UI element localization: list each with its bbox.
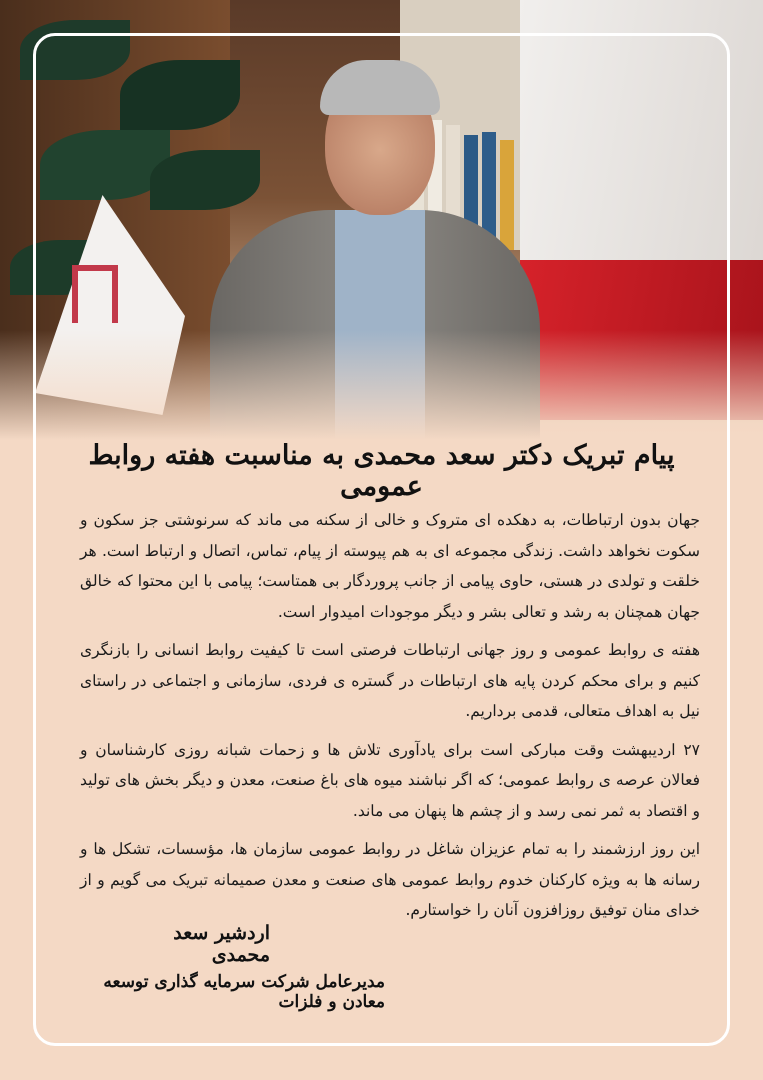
message-paragraph: هفته ی روابط عمومی و روز جهانی ارتباطات فرصتی است تا کیفیت روابط انسانی را بازنگری کنیم و برای محکم کردن پایه های ارتباطات در گستره ی فردی، سازمانی و اجتماعی در راستای نیل به اهداف متعالی، قدمی برداریم. bbox=[80, 641, 700, 720]
message-paragraph: جهان بدون ارتباطات، به دهکده ای متروک و خالی از سکنه می ماند که سرنوشتی جز سکون و سکوت نخواهد داشت. زندگی مجموعه ای به هم پیوسته از پیام، تماس، اتصال و ارتباط است. هر خلقت و تولدی در هستی، حاوی پیامی از جانب پروردگار بی همتاست؛ پیامی با این محتوا که خالق جهان همچنان به رشد و تعالی بشر و دیگر موجودات امیدوار است. bbox=[80, 511, 700, 621]
signatory-name: اردشیر سعد محمدی bbox=[173, 922, 270, 966]
message-paragraph: ۲۷ اردیبهشت وقت مبارکی است برای یادآوری تلاش ها و زحمات شبانه روزی کارشناسان و فعالان عرصه ی روابط عمومی؛ که اگر نباشند میوه های باغ صنعت، معدن و دیگر بخش های تولید و اقتصاد به ثمر نمی رسد و از چشم ها پنهان می ماند. bbox=[80, 740, 700, 820]
signatory-position: مدیرعامل شرکت سرمایه گذاری توسعه معادن و فلزات bbox=[103, 972, 385, 1012]
message-paragraph: این روز ارزشمند را به تمام عزیزان شاغل در روابط عمومی سازمان ها، مؤسسات، تشکل ها و رسانه ها به ویژه کارکنان خدوم روابط عمومی های صنعت و معدن صمیمانه تبریک می گویم و از خدای منان توفیق روزافزون آنان را خواستارم. bbox=[80, 840, 700, 919]
message-body bbox=[80, 505, 700, 934]
message-title: پیام تبریک دکتر سعد محمدی به مناسبت هفته روابط عمومی bbox=[88, 440, 675, 502]
